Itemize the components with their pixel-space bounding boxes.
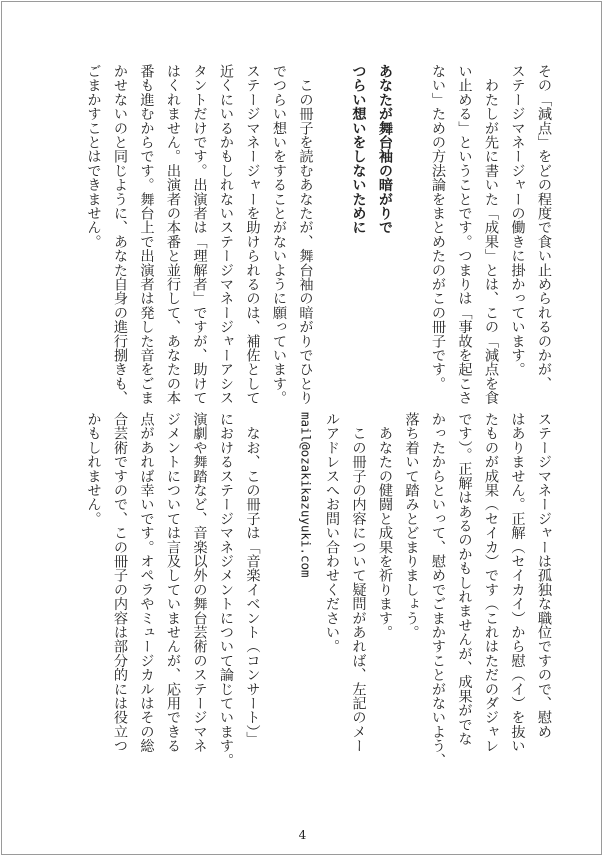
text-line: 近くにいるかもしれないステージマネージャーアシス [218, 64, 234, 405]
text-line: 番も進むからです。舞台上で出演者は発した音をごま [138, 64, 155, 405]
text-line: かもしれません。 [85, 412, 102, 526]
text-line: はありません。正解（セイカイ）から慰（イ）を抜い [509, 412, 526, 753]
top-text-block [80, 64, 557, 404]
text-line: 落ち着いて踏みとどまりましょう。 [403, 412, 420, 640]
text-line: でつらい想いをすることがないように願っています。 [271, 64, 287, 405]
text-line: なお、この冊子は「音楽イベント（コンサート）」 [244, 412, 261, 746]
text-line: です）。正解はあるのかもしれませんが、成果がでな [456, 412, 473, 746]
text-line: はくれません。出演者の本番と並行して、あなたの本 [165, 64, 181, 405]
blank-line [266, 412, 293, 752]
text-line: あなたの健闘と成果を祈ります。 [377, 412, 393, 640]
text-line: たものが成果（セイカ）です（これはただのダジャレ [483, 412, 499, 753]
text-line: 演劇や舞踏など、音楽以外の舞台芸術のステージマネ [191, 412, 208, 753]
blank-line [398, 64, 425, 404]
section-heading: つらい想いをしないために [350, 64, 367, 235]
text-line: ステージマネージャーの働きに掛かっています。 [509, 64, 526, 377]
text-line: この冊子を読むあなたが、舞台袖の暗がりでひとり [297, 64, 314, 405]
page-number: 4 [298, 828, 307, 842]
text-line: かったからといって、慰めでごまかすことがないよう、 [430, 412, 446, 767]
blank-line [319, 64, 346, 404]
text-line: タントだけです。出演者は「理解者」ですが、助けて [191, 64, 208, 405]
text-line: ルアドレスへお問い合わせください。 [324, 412, 340, 654]
text-line: その「減点」をどの程度で食い止められるのかが、 [536, 64, 552, 391]
text-line: 点があれば幸いです。オペラやミュージカルはその総 [138, 412, 155, 753]
text-line: ジメントについては言及していませんが、応用できる [165, 412, 181, 753]
page [1, 1, 602, 855]
text-line: い止める」ということです。つまりは「事故を起こさ [456, 64, 473, 405]
bottom-text-block [80, 412, 557, 767]
text-line: 合芸術ですので、この冊子の内容は部分的には役立つ [112, 412, 128, 753]
text-line: わたしが先に書いた「成果」とは、この「減点を食 [483, 64, 499, 405]
text-line: この冊子の内容について疑問があれば、左記のメー [350, 412, 367, 753]
text-line: ステージマネージャーを助けられるのは、補佐として [244, 64, 261, 405]
text-line: におけるステージマネジメントについて論じています。 [218, 412, 234, 767]
text-line: ステージマネージャーは孤独な職位ですので、慰め [536, 412, 552, 739]
text-line: ごまかすことはできません。 [85, 64, 102, 249]
text-line: かせないのと同じように、あなた自身の進行捌きも、 [112, 64, 128, 405]
section-heading: あなたが舞台袖の暗がりで [377, 64, 393, 235]
text-line: ない」ための方法論をまとめたのがこの冊子です。 [430, 64, 446, 391]
email-address: mail@ozakikazuyuki.com [298, 412, 314, 578]
